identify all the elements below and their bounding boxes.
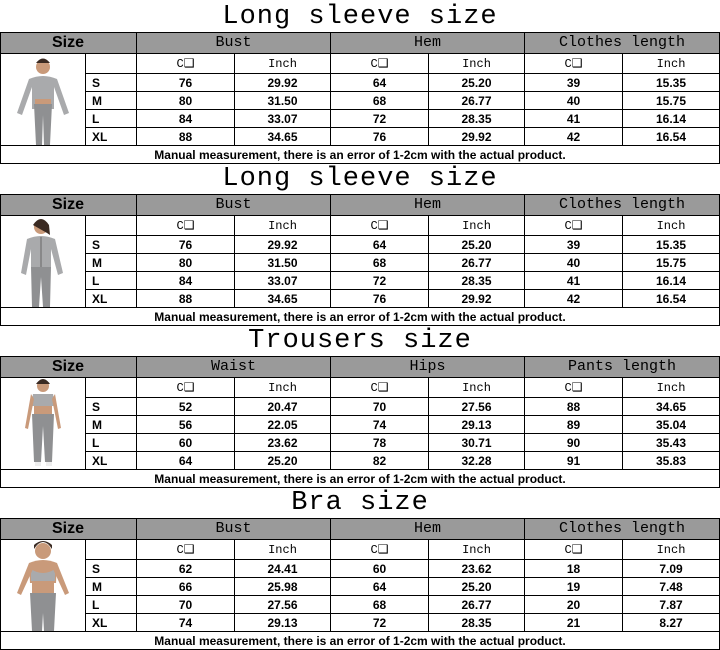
unit-cm: C❑ — [331, 216, 429, 236]
units-blank — [86, 54, 137, 74]
group-header: Clothes length — [525, 518, 720, 540]
units-blank — [86, 540, 137, 560]
table-cell: 80 — [137, 254, 235, 272]
size-label: L — [86, 110, 137, 128]
size-header: Size — [0, 194, 137, 216]
size-label: S — [86, 236, 137, 254]
table-cell: 39 — [525, 236, 623, 254]
table-cell: 74 — [331, 416, 429, 434]
table-cell: 82 — [331, 452, 429, 470]
table-cell: 31.50 — [235, 92, 331, 110]
table-cell: 90 — [525, 434, 623, 452]
size-label: XL — [86, 452, 137, 470]
table-cell: 27.56 — [235, 596, 331, 614]
section-title: Long sleeve size — [222, 2, 498, 32]
units-blank — [86, 378, 137, 398]
table-cell: 25.20 — [429, 578, 525, 596]
table-cell: 88 — [137, 290, 235, 308]
table-cell: 16.54 — [623, 128, 720, 146]
table-cell: 64 — [137, 452, 235, 470]
size-section — [0, 162, 720, 324]
size-header: Size — [0, 518, 137, 540]
table-cell: 25.20 — [429, 74, 525, 92]
unit-inch: Inch — [623, 54, 720, 74]
table-cell: 19 — [525, 578, 623, 596]
table-cell: 35.43 — [623, 434, 720, 452]
table-cell: 24.41 — [235, 560, 331, 578]
group-header: Hips — [331, 356, 525, 378]
table-cell: 16.14 — [623, 110, 720, 128]
table-cell: 8.27 — [623, 614, 720, 632]
table-cell: 35.83 — [623, 452, 720, 470]
group-header: Pants length — [525, 356, 720, 378]
table-cell: 29.13 — [235, 614, 331, 632]
table-cell: 31.50 — [235, 254, 331, 272]
measurement-note: Manual measurement, there is an error of 1-2cm with the actual product. — [0, 308, 720, 326]
table-cell: 72 — [331, 110, 429, 128]
unit-inch: Inch — [429, 216, 525, 236]
unit-inch: Inch — [623, 540, 720, 560]
table-cell: 28.35 — [429, 614, 525, 632]
table-cell: 76 — [331, 128, 429, 146]
table-cell: 25.20 — [429, 236, 525, 254]
table-cell: 89 — [525, 416, 623, 434]
table-cell: 72 — [331, 272, 429, 290]
unit-inch: Inch — [235, 540, 331, 560]
table-cell: 84 — [137, 110, 235, 128]
table-cell: 23.62 — [235, 434, 331, 452]
table-cell: 16.14 — [623, 272, 720, 290]
group-header: Clothes length — [525, 32, 720, 54]
model-photo — [0, 540, 86, 632]
size-label: M — [86, 578, 137, 596]
unit-cm: C❑ — [137, 216, 235, 236]
table-cell: 40 — [525, 254, 623, 272]
table-cell: 88 — [525, 398, 623, 416]
unit-inch: Inch — [429, 54, 525, 74]
table-cell: 62 — [137, 560, 235, 578]
group-header: Hem — [331, 518, 525, 540]
unit-inch: Inch — [429, 378, 525, 398]
table-cell: 40 — [525, 92, 623, 110]
group-header: Waist — [137, 356, 331, 378]
table-cell: 68 — [331, 254, 429, 272]
size-section — [0, 486, 720, 648]
unit-inch: Inch — [429, 540, 525, 560]
unit-inch: Inch — [623, 378, 720, 398]
size-label: L — [86, 596, 137, 614]
table-cell: 70 — [137, 596, 235, 614]
table-cell: 28.35 — [429, 272, 525, 290]
table-cell: 33.07 — [235, 110, 331, 128]
table-cell: 7.48 — [623, 578, 720, 596]
table-cell: 34.65 — [623, 398, 720, 416]
table-cell: 7.87 — [623, 596, 720, 614]
unit-inch: Inch — [623, 216, 720, 236]
table-cell: 25.98 — [235, 578, 331, 596]
table-cell: 29.92 — [235, 236, 331, 254]
model-photo — [0, 378, 86, 470]
units-blank — [86, 216, 137, 236]
group-header: Bust — [137, 518, 331, 540]
unit-cm: C❑ — [525, 216, 623, 236]
unit-cm: C❑ — [525, 540, 623, 560]
unit-cm: C❑ — [137, 540, 235, 560]
table-cell: 26.77 — [429, 92, 525, 110]
unit-cm: C❑ — [525, 54, 623, 74]
table-cell: 76 — [137, 74, 235, 92]
table-cell: 68 — [331, 92, 429, 110]
table-cell: 56 — [137, 416, 235, 434]
table-cell: 22.05 — [235, 416, 331, 434]
table-cell: 70 — [331, 398, 429, 416]
table-cell: 20 — [525, 596, 623, 614]
table-cell: 33.07 — [235, 272, 331, 290]
table-cell: 15.75 — [623, 92, 720, 110]
unit-inch: Inch — [235, 54, 331, 74]
table-cell: 74 — [137, 614, 235, 632]
unit-cm: C❑ — [137, 54, 235, 74]
table-cell: 16.54 — [623, 290, 720, 308]
size-label: M — [86, 92, 137, 110]
size-label: XL — [86, 614, 137, 632]
unit-cm: C❑ — [525, 378, 623, 398]
size-label: M — [86, 254, 137, 272]
size-label: M — [86, 416, 137, 434]
size-label: S — [86, 398, 137, 416]
table-cell: 76 — [331, 290, 429, 308]
table-cell: 42 — [525, 128, 623, 146]
table-cell: 25.20 — [235, 452, 331, 470]
group-header: Clothes length — [525, 194, 720, 216]
size-section — [0, 324, 720, 486]
table-cell: 84 — [137, 272, 235, 290]
table-cell: 64 — [331, 578, 429, 596]
unit-cm: C❑ — [331, 540, 429, 560]
table-cell: 29.92 — [429, 128, 525, 146]
measurement-note: Manual measurement, there is an error of 1-2cm with the actual product. — [0, 146, 720, 164]
size-label: XL — [86, 128, 137, 146]
table-cell: 20.47 — [235, 398, 331, 416]
size-label: L — [86, 434, 137, 452]
table-cell: 76 — [137, 236, 235, 254]
table-cell: 35.04 — [623, 416, 720, 434]
table-cell: 28.35 — [429, 110, 525, 128]
table-cell: 60 — [331, 560, 429, 578]
section-title: Bra size — [291, 488, 429, 518]
table-cell: 66 — [137, 578, 235, 596]
unit-inch: Inch — [235, 378, 331, 398]
size-header: Size — [0, 356, 137, 378]
table-cell: 29.92 — [429, 290, 525, 308]
table-cell: 18 — [525, 560, 623, 578]
table-cell: 30.71 — [429, 434, 525, 452]
table-cell: 27.56 — [429, 398, 525, 416]
table-cell: 41 — [525, 110, 623, 128]
table-cell: 72 — [331, 614, 429, 632]
table-cell: 88 — [137, 128, 235, 146]
table-cell: 80 — [137, 92, 235, 110]
table-cell: 32.28 — [429, 452, 525, 470]
group-header: Bust — [137, 194, 331, 216]
table-cell: 91 — [525, 452, 623, 470]
table-cell: 21 — [525, 614, 623, 632]
table-cell: 34.65 — [235, 128, 331, 146]
table-cell: 29.92 — [235, 74, 331, 92]
measurement-note: Manual measurement, there is an error of 1-2cm with the actual product. — [0, 470, 720, 488]
model-photo — [0, 54, 86, 146]
table-cell: 39 — [525, 74, 623, 92]
table-cell: 34.65 — [235, 290, 331, 308]
size-label: S — [86, 560, 137, 578]
table-cell: 15.35 — [623, 74, 720, 92]
unit-cm: C❑ — [137, 378, 235, 398]
table-cell: 41 — [525, 272, 623, 290]
section-title: Trousers size — [248, 326, 472, 356]
size-label: S — [86, 74, 137, 92]
table-cell: 68 — [331, 596, 429, 614]
size-section — [0, 0, 720, 162]
unit-cm: C❑ — [331, 54, 429, 74]
measurement-note: Manual measurement, there is an error of 1-2cm with the actual product. — [0, 632, 720, 650]
group-header: Bust — [137, 32, 331, 54]
table-cell: 7.09 — [623, 560, 720, 578]
table-cell: 42 — [525, 290, 623, 308]
table-cell: 64 — [331, 236, 429, 254]
table-cell: 60 — [137, 434, 235, 452]
size-label: L — [86, 272, 137, 290]
unit-cm: C❑ — [331, 378, 429, 398]
table-cell: 26.77 — [429, 254, 525, 272]
model-photo — [0, 216, 86, 308]
section-title: Long sleeve size — [222, 164, 498, 194]
table-cell: 15.35 — [623, 236, 720, 254]
group-header: Hem — [331, 194, 525, 216]
group-header: Hem — [331, 32, 525, 54]
table-cell: 23.62 — [429, 560, 525, 578]
unit-inch: Inch — [235, 216, 331, 236]
table-cell: 26.77 — [429, 596, 525, 614]
table-cell: 15.75 — [623, 254, 720, 272]
table-cell: 29.13 — [429, 416, 525, 434]
table-cell: 64 — [331, 74, 429, 92]
table-cell: 52 — [137, 398, 235, 416]
size-label: XL — [86, 290, 137, 308]
size-header: Size — [0, 32, 137, 54]
table-cell: 78 — [331, 434, 429, 452]
